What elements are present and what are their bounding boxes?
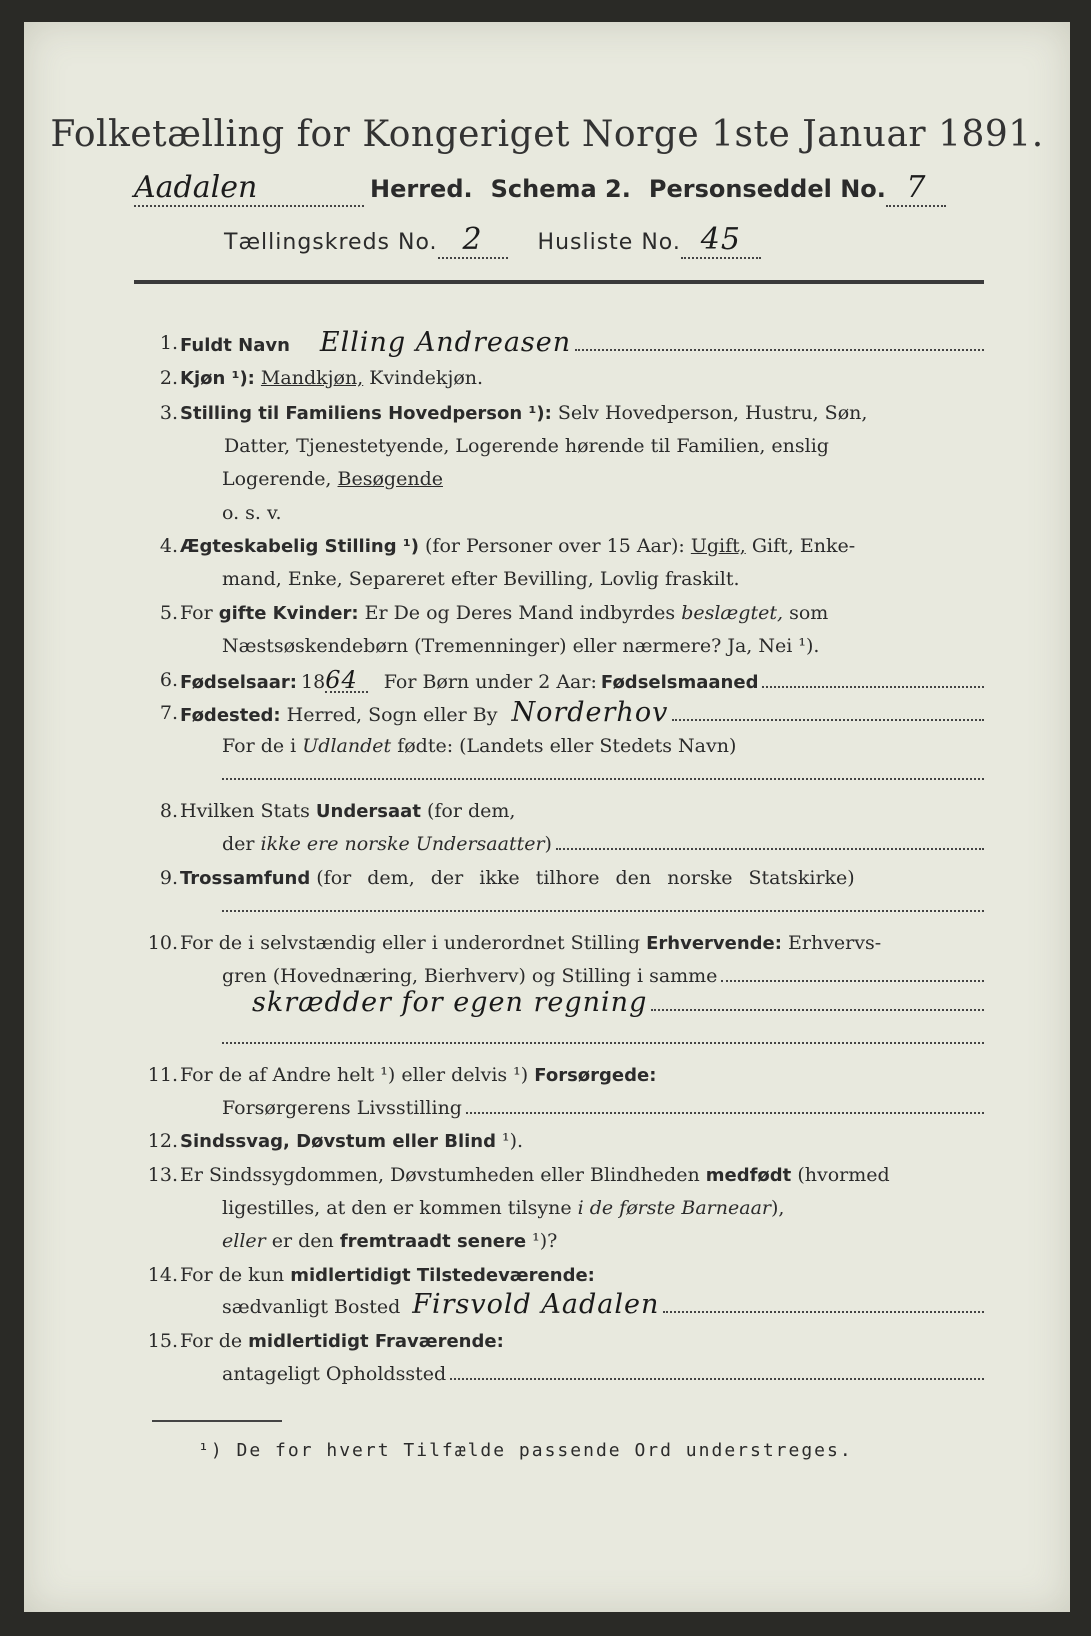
citizenship-label: Undersaat bbox=[315, 801, 421, 822]
question-number: 10. bbox=[147, 932, 178, 954]
marital-options: Gift, Enke- bbox=[751, 535, 856, 557]
supported-text: For de af Andre helt ¹) eller delvis ¹) bbox=[180, 1064, 529, 1086]
usual-residence-value: Firsvold Aadalen bbox=[412, 1289, 660, 1320]
option-logerende: Logerende, bbox=[222, 468, 332, 490]
probable-residence-label: antageligt Opholdssted bbox=[222, 1363, 447, 1385]
temporary-present-label: midlertidigt Tilstedeværende: bbox=[290, 1265, 595, 1286]
marital-option-ugift: Ugift, bbox=[690, 535, 746, 557]
occupation-text-2: Erhvervs- bbox=[788, 932, 882, 954]
marital-text: (for Personer over 15 Aar): bbox=[425, 535, 685, 557]
gender-label: Kjøn ¹): bbox=[180, 368, 255, 389]
footnote-divider bbox=[152, 1420, 282, 1422]
question-number: 4. bbox=[159, 535, 178, 557]
husliste-number: 45 bbox=[681, 222, 761, 259]
marital-options-2: mand, Enke, Separeret efter Bevilling, Lovlig fraskilt. bbox=[222, 568, 740, 590]
q8-text-5: ) bbox=[544, 833, 552, 855]
question-number: 5. bbox=[159, 602, 178, 624]
usual-residence-label: sædvanligt Bosted bbox=[222, 1296, 401, 1318]
question-number: 7. bbox=[159, 702, 178, 724]
census-form-page bbox=[24, 22, 1070, 1612]
temporary-absent-text: For de bbox=[180, 1330, 243, 1352]
option-besogende: Besøgende bbox=[337, 468, 443, 490]
etc-text: o. s. v. bbox=[222, 502, 282, 524]
religion-answer-line bbox=[222, 910, 984, 912]
abroad-text: For de i bbox=[222, 735, 297, 757]
abroad-answer-line bbox=[222, 778, 984, 780]
congenital-text-8: ¹)? bbox=[532, 1230, 558, 1252]
schema-label: Schema 2. bbox=[490, 175, 631, 203]
personseddel-number: 7 bbox=[886, 170, 946, 207]
q8-text-3: der bbox=[222, 833, 255, 855]
husliste-label: Husliste No. bbox=[537, 230, 681, 255]
q8-text-4: ikke ere norske Undersaatter bbox=[260, 833, 545, 855]
birthplace-value: Norderhov bbox=[511, 697, 669, 728]
question-number: 3. bbox=[159, 402, 178, 424]
disability-suffix: ¹). bbox=[502, 1130, 524, 1152]
q5-text-2: Er De og Deres Mand indbyrdes bbox=[364, 602, 676, 624]
personseddel-label: Personseddel No. bbox=[648, 175, 886, 203]
birth-year-prefix: 18 bbox=[301, 671, 326, 693]
question-number: 15. bbox=[147, 1330, 178, 1352]
question-number: 12. bbox=[147, 1130, 178, 1152]
supported-label: Forsørgede: bbox=[534, 1065, 657, 1086]
family-position-options: Selv Hovedperson, Hustru, Søn, bbox=[557, 402, 868, 424]
abroad-text-3: fødte: (Landets eller Stedets Navn) bbox=[397, 735, 737, 757]
municipality-value: Aadalen bbox=[134, 170, 364, 207]
q8-text: Hvilken Stats bbox=[180, 800, 310, 822]
occupation-label: Erhvervende: bbox=[646, 933, 782, 954]
married-women-label: gifte Kvinder: bbox=[218, 603, 359, 624]
birth-year-value: 64 bbox=[325, 669, 368, 693]
birth-month-label: Fødselsmaaned bbox=[600, 672, 759, 693]
congenital-text-2: (hvormed bbox=[797, 1164, 890, 1186]
q5-line-2: Næstsøskendebørn (Tremenninger) eller nærmere? Ja, Nei ¹). bbox=[222, 635, 820, 657]
question-number: 9. bbox=[159, 867, 178, 889]
religion-text: (for dem, der ikke tilhore den norske Statskirke) bbox=[316, 867, 855, 889]
q5-text-som: som bbox=[789, 602, 829, 624]
occupation-text: For de i selvstændig eller i underordnet Stilling bbox=[180, 932, 641, 954]
question-number: 11. bbox=[147, 1064, 178, 1086]
congenital-text-4: i de første Barneaar bbox=[577, 1197, 771, 1219]
q5-text-related: beslægtet, bbox=[681, 602, 784, 624]
congenital-text-6: eller bbox=[222, 1230, 266, 1252]
question-number: 1. bbox=[159, 332, 178, 354]
congenital-text: Er Sindssygdommen, Døvstumheden eller Blindheden bbox=[180, 1164, 700, 1186]
congenital-text-7: er den bbox=[271, 1230, 334, 1252]
birthplace-label: Fødested: bbox=[180, 705, 281, 726]
kreds-number: 2 bbox=[438, 222, 508, 259]
birth-year-label: Fødselsaar: bbox=[180, 672, 297, 693]
question-number: 13. bbox=[147, 1164, 178, 1186]
abroad-text-2: Udlandet bbox=[302, 735, 392, 757]
occupation-value: skrædder for egen regning bbox=[252, 987, 648, 1018]
footnote: ¹) De for hvert Tilfælde passende Ord understreges. bbox=[198, 1440, 853, 1461]
temporary-absent-label: midlertidigt Fraværende: bbox=[248, 1331, 504, 1352]
temporary-present-text: For de kun bbox=[180, 1264, 285, 1286]
header-line-municipality bbox=[134, 170, 954, 214]
marital-status-label: Ægteskabelig Stilling ¹) bbox=[180, 536, 419, 557]
header-line-kreds bbox=[224, 222, 924, 262]
acquired-later-label: fremtraadt senere bbox=[339, 1231, 527, 1252]
header-divider bbox=[134, 280, 984, 284]
occupation-answer-line bbox=[222, 1042, 984, 1044]
birthplace-text: Herred, Sogn eller By bbox=[286, 704, 498, 726]
name-label: Fuldt Navn bbox=[180, 335, 290, 356]
supporter-occupation-label: Forsørgerens Livsstilling bbox=[222, 1097, 462, 1119]
birth-month-text: For Børn under 2 Aar: bbox=[383, 671, 597, 693]
question-number: 8. bbox=[159, 800, 178, 822]
family-position-label: Stilling til Familiens Hovedperson ¹): bbox=[180, 403, 552, 424]
occupation-text-3: gren (Hovednæring, Bierhverv) og Stilling i samme bbox=[222, 965, 718, 987]
herred-label: Herred. bbox=[370, 175, 473, 203]
question-number: 2. bbox=[159, 367, 178, 389]
q5-text: For bbox=[180, 602, 213, 624]
gender-option-female: Kvindekjøn. bbox=[369, 367, 484, 389]
family-position-options-2: Datter, Tjenestetyende, Logerende hørende til Familien, enslig bbox=[224, 435, 829, 457]
kreds-label: Tællingskreds No. bbox=[224, 230, 438, 255]
congenital-text-3: ligestilles, at den er kommen tilsyne bbox=[222, 1197, 572, 1219]
congenital-text-5: ), bbox=[771, 1197, 785, 1219]
name-value: Elling Andreasen bbox=[319, 327, 572, 358]
congenital-label: medfødt bbox=[705, 1165, 792, 1186]
q8-text-2: (for dem, bbox=[426, 800, 516, 822]
gender-option-male: Mandkjøn, bbox=[260, 367, 364, 389]
question-number: 14. bbox=[147, 1264, 178, 1286]
question-number: 6. bbox=[159, 669, 178, 691]
disability-label: Sindssvag, Døvstum eller Blind bbox=[180, 1131, 496, 1152]
form-title: Folketælling for Kongeriget Norge 1ste Januar 1891. bbox=[50, 114, 1044, 155]
religion-label: Trossamfund bbox=[180, 868, 311, 889]
